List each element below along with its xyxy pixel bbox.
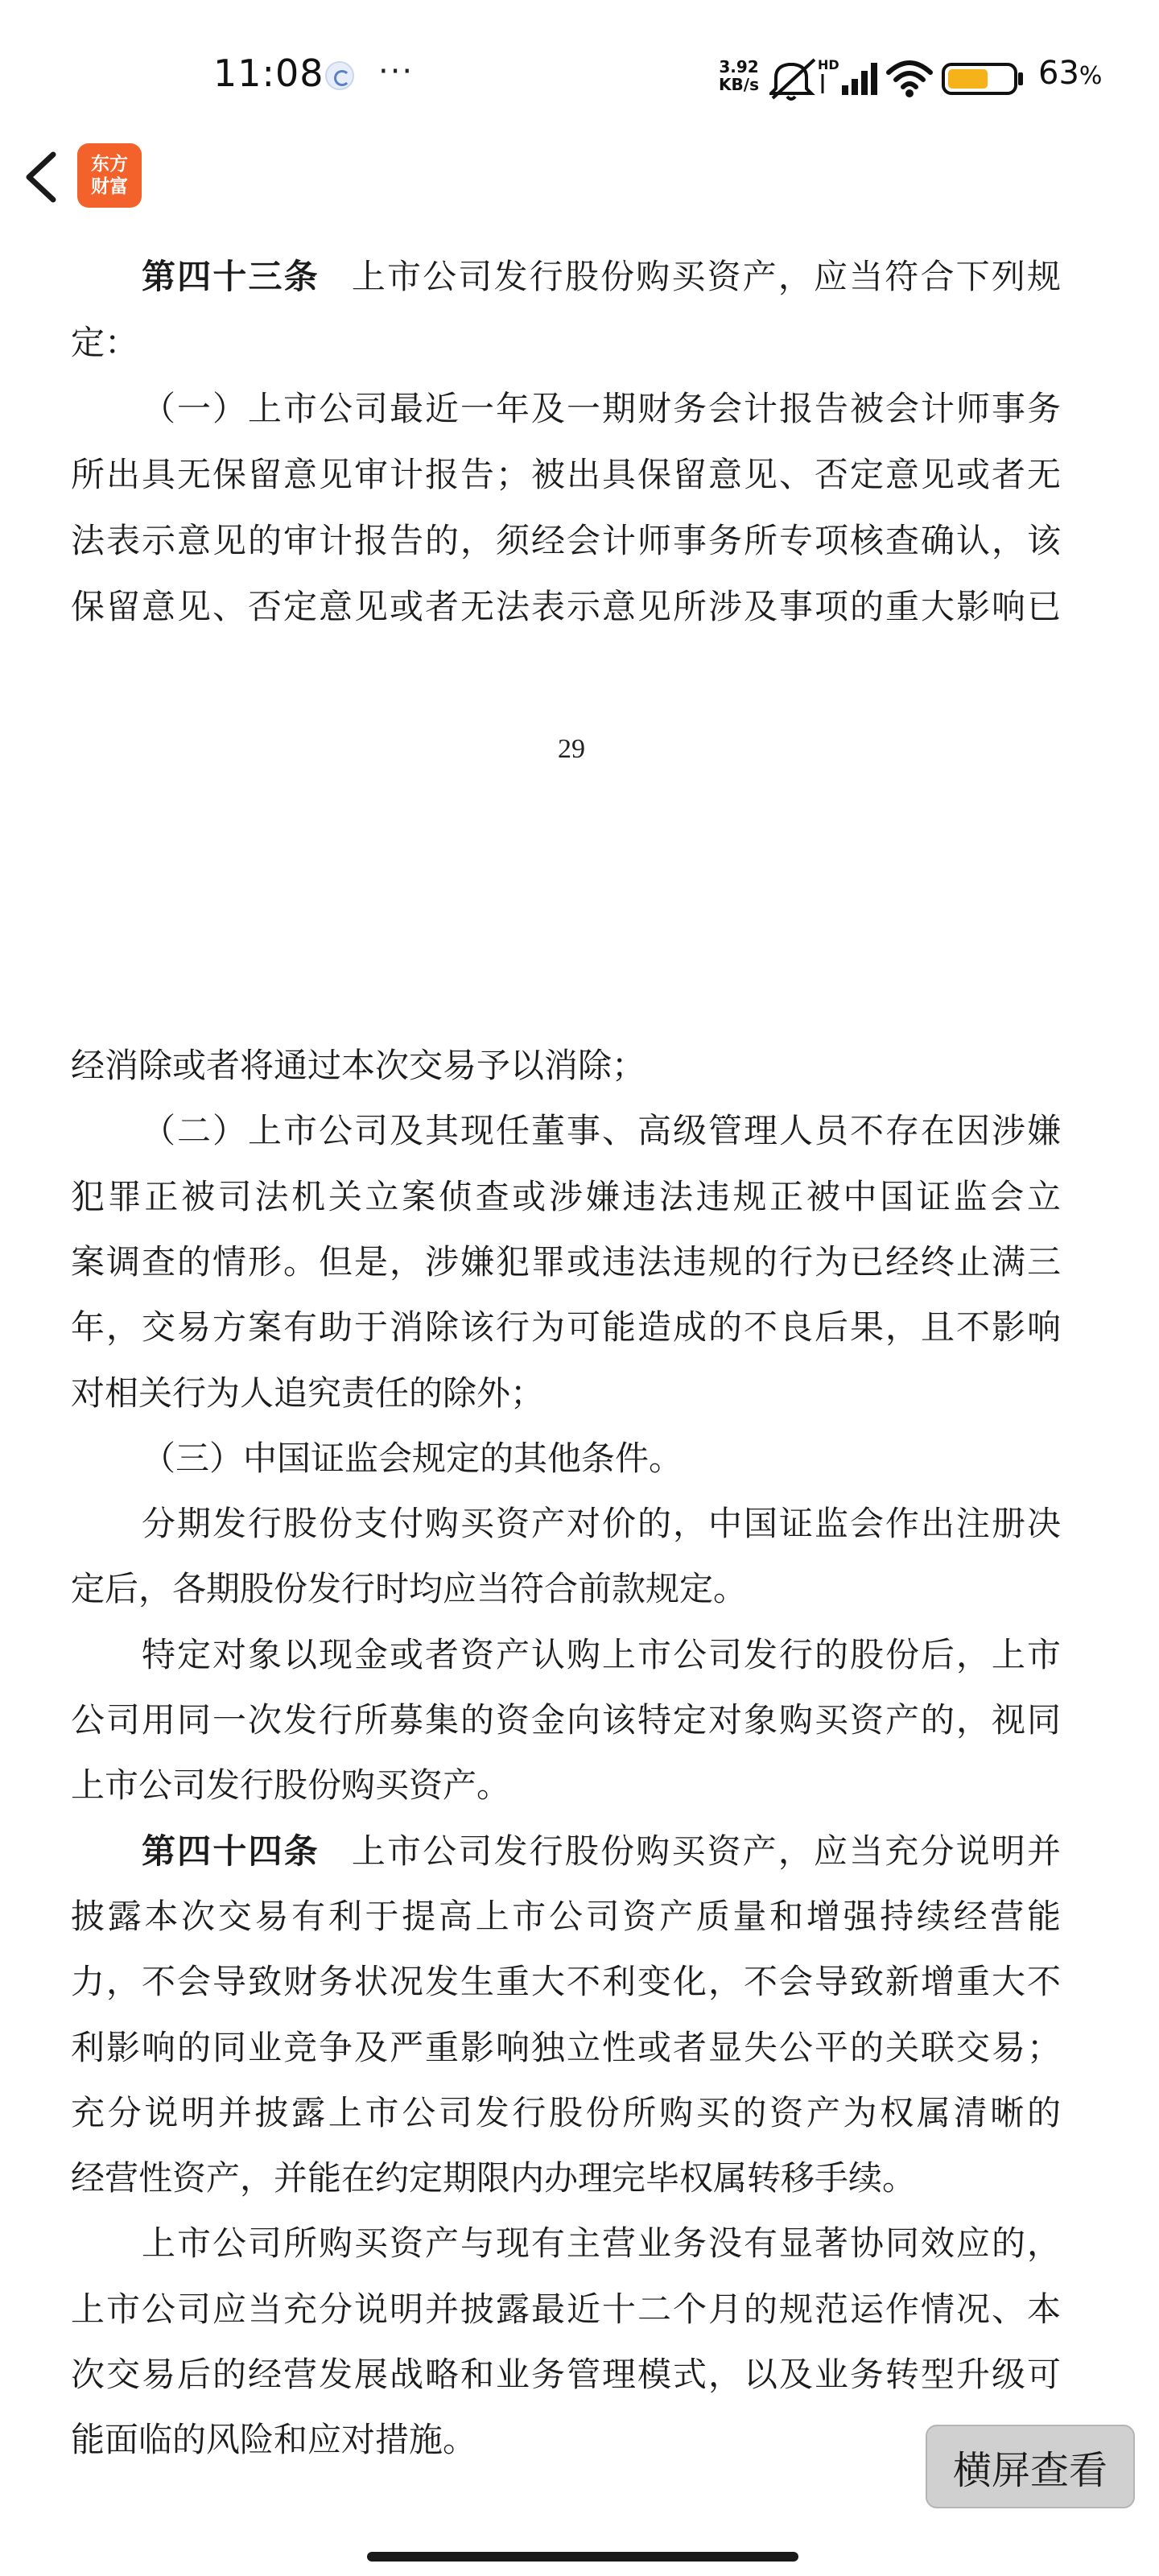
article-heading: 第四十三条 [142, 257, 320, 296]
document-line-text: 所出具无保留意见审计报告；被出具保留意见、否定意见或者无 [71, 455, 1061, 494]
document-line [71, 2156, 1061, 2201]
document-line-text: 保留意见、否定意见或者无法表示意见所涉及事项的重大影响已 [71, 587, 1061, 626]
document-line-text: 能面临的风险和应对措施。 [71, 2420, 477, 2460]
document-line [142, 1633, 1061, 1678]
network-speed-unit: KB/s [719, 75, 759, 94]
document-line [71, 518, 1061, 564]
document-line-text: 披露本次交易有利于提高上市公司资产质量和增强持续经营能 [71, 1896, 1061, 1936]
document-line [71, 1371, 1061, 1416]
status-bar [0, 0, 1159, 153]
document-line-text: 上市公司发行股份购买资产，应当充分说明并 [351, 1831, 1061, 1871]
document-line-text: 上市公司所购买资产与现有主营业务没有显著协同效应的， [142, 2223, 1061, 2264]
document-line-text: 力，不会导致财务状况发生重大不利变化，不会导致新增重大不 [71, 1962, 1061, 2002]
document-line-text: 上市公司发行股份购买资产。 [71, 1765, 511, 1806]
back-button[interactable] [19, 145, 64, 209]
notification-app-icon [325, 61, 354, 90]
document-line-text: 法表示意见的审计报告的，须经会计师事务所专项核查确认，该 [71, 521, 1061, 560]
document-line [71, 2287, 1061, 2332]
battery-percentage-unit: % [1079, 62, 1103, 90]
document-line-text: 公司用同一次发行所募集的资金向该特定对象购买资产的，视同 [71, 1700, 1061, 1740]
document-line [71, 2352, 1061, 2397]
document-line-text: 上市公司应当充分说明并披露最近十二个月的规范运作情况、本 [71, 2289, 1061, 2329]
document-line-text: （三）中国证监会规定的其他条件。 [142, 1438, 683, 1478]
document-line-text: 犯罪正被司法机关立案侦查或涉嫌违法违规正被中国证监会立 [71, 1176, 1061, 1216]
document-line-text: 经消除或者将通过本次交易予以消除； [71, 1046, 646, 1085]
document-line [71, 1959, 1061, 2004]
document-line-text: 利影响的同业竞争及严重影响独立性或者显失公平的关联交易； [71, 2027, 1061, 2067]
mute-icon [769, 56, 819, 101]
signal-hd-label: HD [818, 57, 839, 72]
document-line-text: 对相关行为人追究责任的除外； [71, 1373, 545, 1413]
network-speed [715, 58, 763, 93]
document-line [71, 1305, 1061, 1350]
article-heading: 第四十四条 [142, 1831, 320, 1871]
document-line [71, 1763, 1061, 1808]
document-line-text: （二）上市公司及其现任董事、高级管理人员不存在因涉嫌 [142, 1111, 1061, 1151]
wifi-icon [885, 56, 934, 101]
document-line [142, 1501, 1061, 1546]
document-line [71, 1240, 1061, 1285]
document-line [71, 320, 1061, 365]
document-line [142, 1108, 1061, 1154]
app-logo-line1: 东方 [91, 154, 128, 175]
document-line [71, 1567, 1061, 1612]
battery-fill [948, 69, 988, 89]
battery-percentage [1038, 55, 1102, 92]
app-logo-line2: 财富 [91, 176, 128, 197]
app-logo [77, 143, 142, 208]
document-line-text: 案调查的情形。但是，涉嫌犯罪或违法违规的行为已经终止满三 [71, 1241, 1061, 1282]
document-line [71, 2091, 1061, 2136]
document-line-text: 定后，各期股份发行时均应当符合前款规定。 [71, 1569, 748, 1609]
battery-icon [940, 56, 1029, 101]
network-speed-value: 3.92 [719, 57, 759, 76]
landscape-view-button[interactable]: 横屏查看 [926, 2425, 1135, 2508]
document-line-text: 次交易后的经营发展战略和业务管理模式，以及业务转型升级可 [71, 2355, 1061, 2394]
document-line [71, 2417, 1061, 2462]
document-line [142, 2221, 1061, 2266]
document-line [142, 386, 1061, 431]
cellular-signal-icon [818, 56, 879, 101]
chevron-left-icon [19, 145, 64, 209]
document-line-text: 充分说明并披露上市公司发行股份所购买的资产为权属清晰的 [71, 2092, 1061, 2132]
document-line [71, 1698, 1061, 1743]
document-line [142, 254, 1061, 299]
document-line-text: 经营性资产，并能在约定期限内办理完毕权属转移手续。 [71, 2158, 917, 2198]
document-line-text: 定： [71, 323, 139, 362]
document-line [71, 1043, 1061, 1088]
document-line-text: 特定对象以现金或者资产认购上市公司发行的股份后，上市 [142, 1634, 1061, 1674]
document-line [71, 2025, 1061, 2070]
home-indicator[interactable] [367, 2552, 798, 2562]
more-notifications-icon: ··· [378, 53, 415, 90]
document-line [142, 1436, 1061, 1481]
document-line [71, 1894, 1061, 1939]
status-time: 11:08 [213, 52, 324, 95]
page-number: 29 [558, 734, 585, 764]
document-line [71, 584, 1061, 630]
document-line [142, 1829, 1061, 1874]
document-line [71, 1174, 1061, 1220]
battery-percentage-value: 63 [1038, 55, 1079, 92]
document-line-text: 上市公司发行股份购买资产，应当符合下列规 [351, 257, 1061, 296]
document-line [71, 452, 1061, 497]
document-line-text: 分期发行股份支付购买资产对价的，中国证监会作出注册决 [142, 1504, 1061, 1544]
document-line-text: 年，交易方案有助于消除该行为可能造成的不良后果，且不影响 [71, 1307, 1061, 1348]
document-line-text: （一）上市公司最近一年及一期财务会计报告被会计师事务 [142, 389, 1061, 428]
